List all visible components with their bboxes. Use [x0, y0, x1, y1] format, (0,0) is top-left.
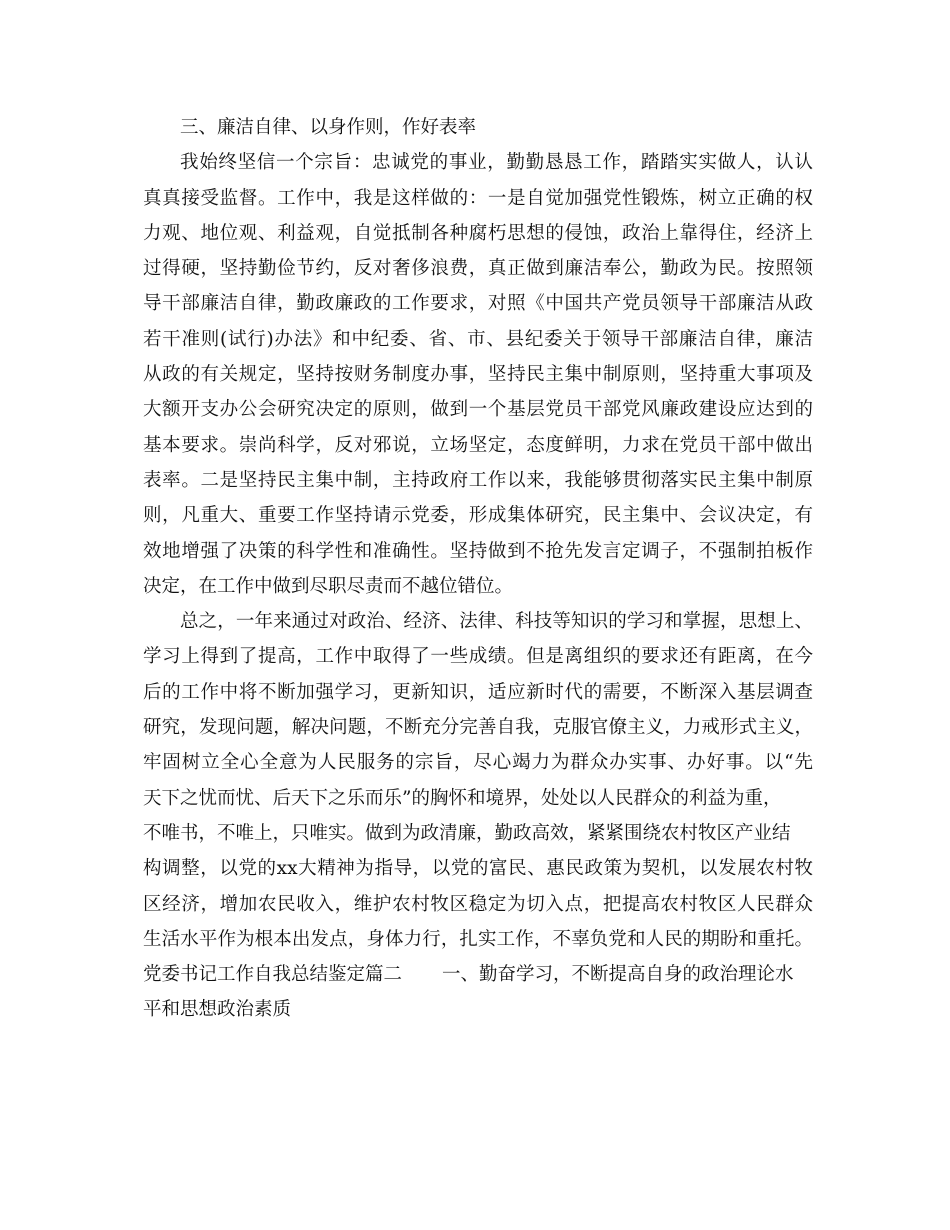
paragraph-line: 过得硬，坚持勤俭节约，反对奢侈浪费，真正做到廉洁奉公，勤政为民。按照领	[143, 258, 813, 280]
paragraph-line: 天下之忧而忧、后天下之乐而乐”的胸怀和境界，处处以人民群众的利益为重，	[143, 787, 782, 809]
paragraph-line: 后的工作中将不断加强学习，更新知识，适应新时代的需要，不断深入基层调查	[143, 681, 813, 703]
next-article-heading-end: 平和思想政治素质	[143, 999, 292, 1021]
paragraph-line: 从政的有关规定，坚持按财务制度办事，坚持民主集中制原则，坚持重大事项及	[143, 364, 813, 386]
next-article-heading-start: 一、勤奋学习，不断提高自身的政治理论水	[442, 964, 794, 986]
paragraph-line: 牢固树立全心全意为人民服务的宗旨，尽心竭力为群众办实事、办好事。以“先	[143, 752, 813, 774]
paragraph-line: 则，凡重大、重要工作坚持请示党委，形成集体研究，民主集中、会议决定，有	[143, 505, 813, 527]
paragraph-line: 基本要求。崇尚科学，反对邪说，立场坚定，态度鲜明，力求在党员干部中做出	[143, 434, 813, 456]
section-heading: 三、廉洁自律、以身作则，作好表率	[180, 117, 477, 138]
paragraph-line: 构调整，以党的xx大精神为指导，以党的富民、惠民政策为契机，以发展农村牧	[143, 858, 813, 880]
paragraph-line: 若干准则(试行)办法》和中纪委、省、市、县纪委关于领导干部廉洁自律，廉洁	[143, 328, 813, 350]
document-body	[143, 110, 813, 1028]
paragraph-2	[143, 604, 813, 957]
paragraph-line: 总之，一年来通过对政治、经济、法律、科技等知识的学习和掌握，思想上、	[180, 611, 813, 633]
paragraph-line: 生活水平作为根本出发点，身体力行，扎实工作，不辜负党和人民的期盼和重托。	[143, 928, 813, 950]
paragraph-line: 表率。二是坚持民主集中制，主持政府工作以来，我能够贯彻落实民主集中制原	[143, 469, 813, 491]
paragraph-line: 区经济，增加农民收入，维护农村牧区稳定为切入点，把提高农村牧区人民群众	[143, 893, 813, 915]
paragraph-line: 导干部廉洁自律，勤政廉政的工作要求，对照《中国共产党员领导干部廉洁从政	[143, 293, 813, 315]
paragraph-1	[143, 145, 813, 604]
paragraph-line: 大额开支办公会研究决定的原则，做到一个基层党员干部党风廉政建设应达到的	[143, 399, 813, 421]
paragraph-line: 力观、地位观、利益观，自觉抵制各种腐朽思想的侵蚀，政治上靠得住，经济上	[143, 222, 813, 244]
paragraph-line: 决定，在工作中做到尽职尽责而不越位错位。	[143, 575, 514, 597]
next-article-line	[143, 957, 813, 992]
paragraph-line: 不唯书，不唯上，只唯实。做到为政清廉，勤政高效，紧紧围绕农村牧区产业结	[143, 822, 791, 844]
next-article-title: 党委书记工作自我总结鉴定篇二	[143, 964, 403, 986]
paragraph-line: 效地增强了决策的科学性和准确性。坚持做到不抢先发言定调子，不强制拍板作	[143, 540, 813, 562]
paragraph-line: 学习上得到了提高，工作中取得了一些成绩。但是离组织的要求还有距离，在今	[143, 646, 813, 668]
paragraph-line: 真真接受监督。工作中，我是这样做的：一是自觉加强党性锻炼，树立正确的权	[143, 187, 813, 209]
paragraph-line: 我始终坚信一个宗旨：忠诚党的事业，勤勤恳恳工作，踏踏实实做人，认认	[180, 152, 813, 174]
paragraph-line: 研究，发现问题，解决问题，不断充分完善自我，克服官僚主义，力戒形式主义，	[143, 717, 813, 739]
